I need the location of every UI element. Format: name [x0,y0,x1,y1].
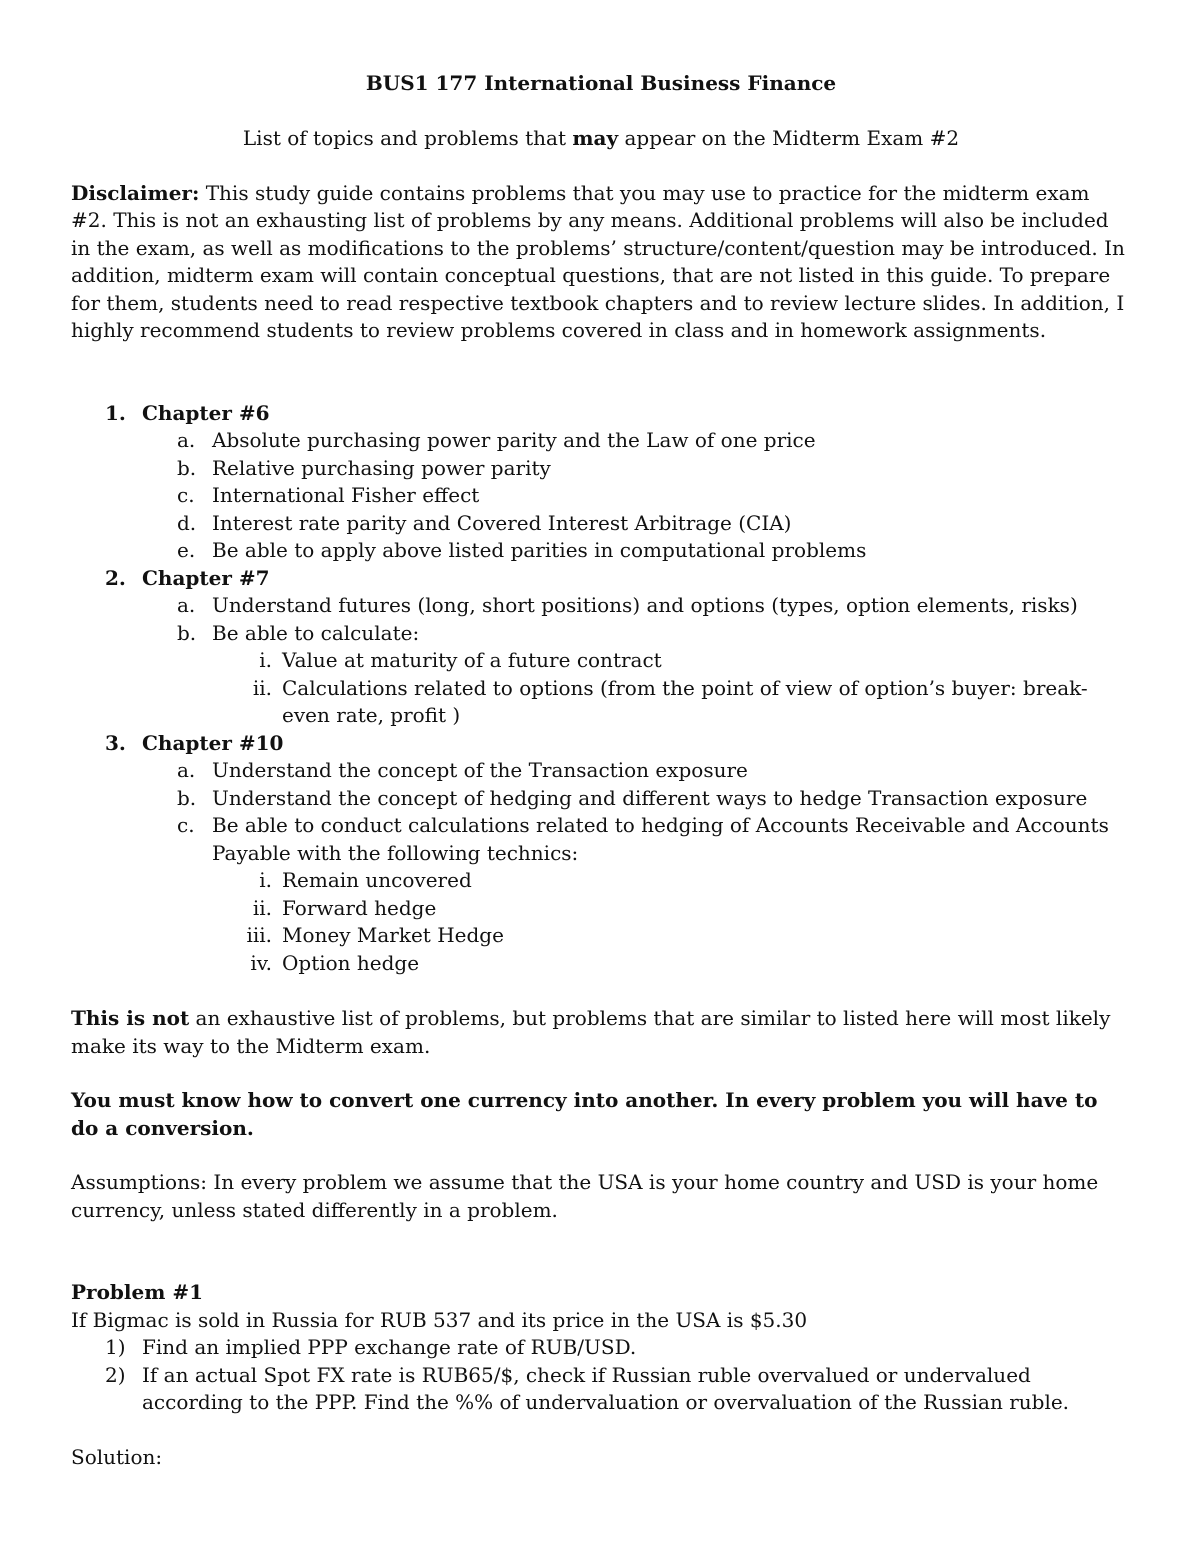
subtopic-item [212,922,1131,950]
topic-text: Be able to calculate: [212,620,420,645]
topic-list [142,592,1131,730]
question-text: If an actual Spot FX rate is RUB65/$, check if Russian ruble overvalued or undervalued according to the PPP. Find the %% of undervaluation or overvaluation of the Russian ruble. [142,1362,1070,1414]
subtopic-numeral: iv. [250,950,272,975]
topic-letter: b. [177,455,197,480]
chapter-number: 3. [105,730,126,755]
chapter-number: 1. [105,400,126,425]
topic-letter: a. [177,428,196,452]
subtitle-text-before: List of topics and problems that [242,126,573,150]
topic-text: International Fisher effect [212,483,480,507]
topic-letter: b. [177,785,197,810]
document-page [71,70,1131,1471]
disclaimer-text: This study guide contains problems that you may use to practice for the midterm exam #2. This is not an exhausting list of problems by any means. Additional problems will also be included in the exam, as well as modifications to the problems’ structure/content/question may be introduced. In addition, midterm exam will contain conceptual questions, that are not listed in this guide. To prepare for them, students need to read respective textbook chapters and to review lecture slides. In addition, I highly recommend students to review problems covered in class and in homework assignments. [71,180,1125,342]
question-text: Find an implied PPP exchange rate of RUB/USD. [142,1335,637,1359]
topic-item [142,592,1131,620]
topic-text: Absolute purchasing power parity and the Law of one price [212,428,816,452]
solution-label: Solution: [71,1444,163,1469]
subtopic-text: Calculations related to options (from the point of view of option’s buyer: break-even rate, profit ) [282,675,1088,727]
subtopic-text: Remain uncovered [282,868,472,892]
subtitle-emphasis: may [572,126,619,150]
topic-letter: c. [177,813,195,837]
subtopic-item [212,675,1131,730]
topic-text: Be able to apply above listed parities in computational problems [212,538,867,562]
subtopic-numeral: i. [259,868,272,892]
topic-letter: c. [177,483,195,507]
exhaustive-note [71,1005,1131,1060]
subtopic-list [212,647,1131,730]
subtopic-numeral: iii. [246,923,272,947]
problem-1-questions [71,1334,1131,1417]
topic-item [142,510,1131,538]
problem-1-title: Problem #1 [71,1280,204,1304]
chapter-item-10 [71,730,1131,978]
conversion-warning: You must know how to convert one currency into another. In every problem you will have to do a conversion. [71,1088,1098,1140]
topic-letter: a. [177,593,196,617]
subtopic-item [212,950,1131,978]
subtopic-numeral: ii. [252,675,272,700]
problem-question [71,1362,1131,1417]
subtopic-list [212,867,1131,977]
topic-text: Understand the concept of the Transaction exposure [212,758,748,782]
disclaimer-paragraph [71,180,1131,345]
topic-list [142,757,1131,977]
topic-item [142,812,1131,977]
subtopic-item [212,867,1131,895]
chapter-title: Chapter #7 [142,565,270,590]
topic-item [142,757,1131,785]
topic-item [142,620,1131,730]
topic-text: Be able to conduct calculations related to hedging of Accounts Receivable and Accounts Payable with the following technics: [212,813,1109,865]
subtopic-item [212,647,1131,675]
topic-item [142,455,1131,483]
subtopic-item [212,895,1131,923]
document-title: BUS1 177 International Business Finance [365,71,837,95]
question-number: 2) [105,1362,126,1387]
chapter-title: Chapter #10 [142,730,284,755]
topic-item [142,427,1131,455]
topic-item [142,537,1131,565]
subtopic-text: Forward hedge [282,895,437,920]
chapter-item-6 [71,400,1131,565]
question-number: 1) [105,1335,126,1359]
assumptions-paragraph: Assumptions: In every problem we assume that the USA is your home country and USD is your home currency, unless stated differently in a problem. [71,1170,1099,1222]
document-subtitle [71,125,1131,153]
topic-item [142,482,1131,510]
topic-letter: d. [177,510,197,535]
topic-text: Relative purchasing power parity [212,455,551,480]
subtopic-text: Money Market Hedge [282,923,504,947]
subtopic-text: Value at maturity of a future contract [282,648,662,672]
chapter-list [71,400,1131,978]
topic-item [142,785,1131,813]
problem-question [71,1334,1131,1362]
chapter-item-7 [71,565,1131,730]
problem-1-intro: If Bigmac is sold in Russia for RUB 537 and its price in the USA is $5.30 [71,1307,808,1332]
disclaimer-label: Disclaimer: [71,180,200,205]
subtopic-text: Option hedge [282,950,420,975]
chapter-title: Chapter #6 [142,400,270,425]
topic-letter: a. [177,758,196,782]
topic-letter: e. [177,538,196,562]
subtopic-numeral: i. [259,648,272,672]
topic-letter: b. [177,620,197,645]
topic-text: Understand the concept of hedging and different ways to hedge Transaction exposure [212,785,1088,810]
exhaustive-note-text: an exhaustive list of problems, but problems that are similar to listed here will most likely make its way to the Midterm exam. [71,1006,1111,1058]
subtitle-text-after: appear on the Midterm Exam #2 [618,126,960,150]
exhaustive-note-emphasis: This is not [71,1006,190,1030]
topic-text: Understand futures (long, short positions) and options (types, option elements, risks) [212,593,1078,617]
topic-text: Interest rate parity and Covered Interest Arbitrage (CIA) [212,510,792,535]
subtopic-numeral: ii. [252,895,272,920]
topic-list [142,427,1131,565]
chapter-number: 2. [105,565,126,590]
